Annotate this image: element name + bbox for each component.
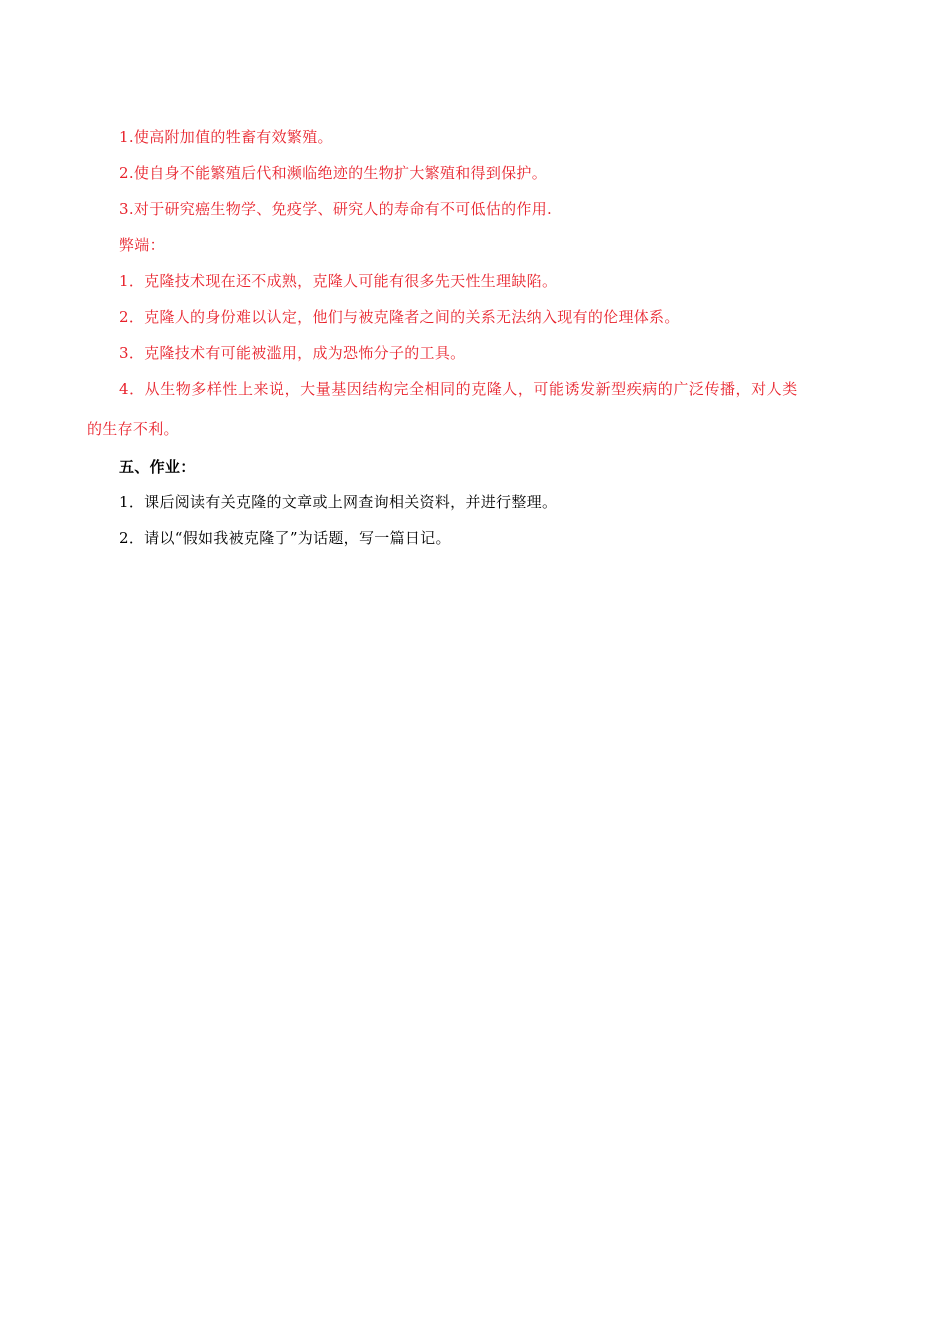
homework-heading: 五、作业： bbox=[119, 458, 196, 476]
homework-item-2: 2．请以“假如我被克隆了”为话题，写一篇日记。 bbox=[119, 529, 451, 547]
homework-item-1: 1．课后阅读有关克隆的文章或上网查询相关资料，并进行整理。 bbox=[119, 493, 558, 511]
benefit-item-2: 2.使自身不能繁殖后代和濒临绝迹的生物扩大繁殖和得到保护。 bbox=[119, 164, 548, 182]
drawback-item-2: 2．克隆人的身份难以认定，他们与被克隆者之间的关系无法纳入现有的伦理体系。 bbox=[119, 308, 680, 326]
drawback-item-4: 4．从生物多样性上来说，大量基因结构完全相同的克隆人，可能诱发新型疾病的广泛传播，对人类 bbox=[119, 380, 798, 398]
drawback-item-3: 3．克隆技术有可能被滥用，成为恐怖分子的工具。 bbox=[119, 344, 466, 362]
drawbacks-heading: 弊端： bbox=[119, 236, 165, 254]
benefit-item-3: 3.对于研究癌生物学、免疫学、研究人的寿命有不可低估的作用. bbox=[119, 200, 553, 218]
drawback-item-1: 1．克隆技术现在还不成熟，克隆人可能有很多先天性生理缺陷。 bbox=[119, 272, 558, 290]
benefit-item-1: 1.使高附加值的牲畜有效繁殖。 bbox=[119, 128, 333, 146]
drawback-item-4-continuation: 的生存不利。 bbox=[87, 420, 179, 438]
